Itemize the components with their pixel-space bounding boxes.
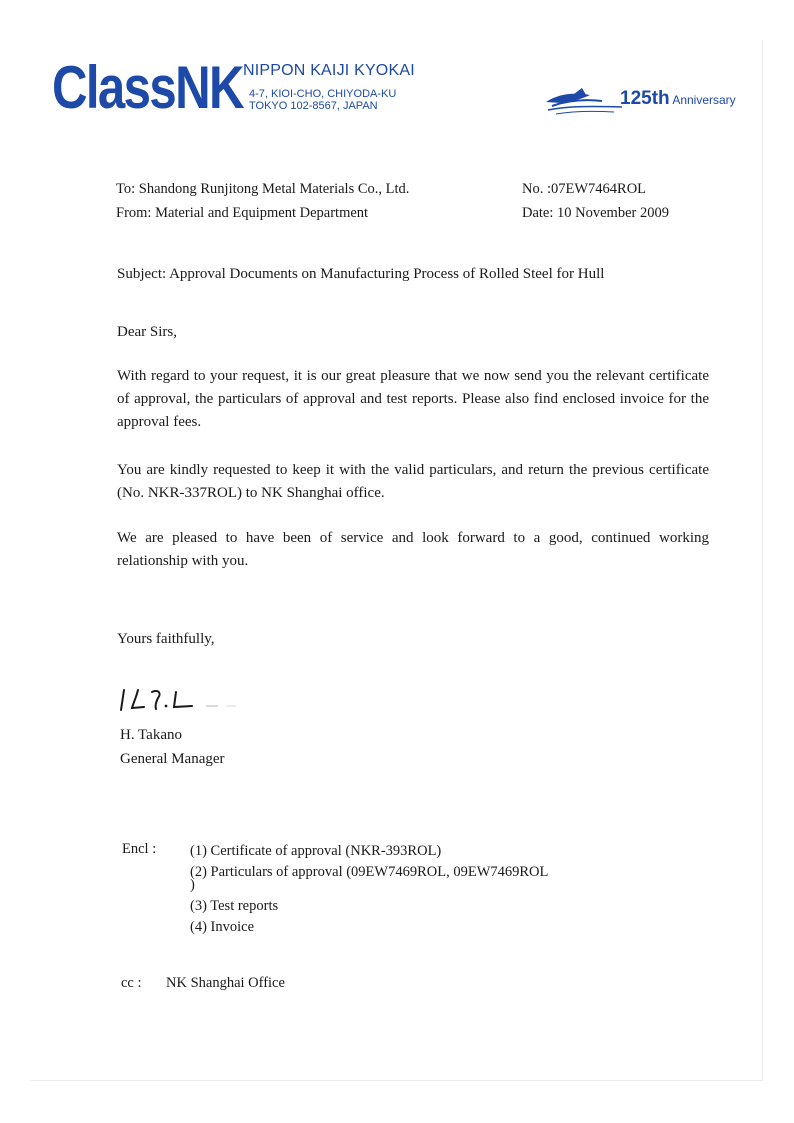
body-paragraph-2: You are kindly requested to keep it with the valid particulars, and return the previous certificate (No. NKR-337ROL) to NK Shanghai office. (117, 462, 709, 501)
enclosure-item: (3) Test reports (190, 898, 279, 914)
body-paragraph-3: We are pleased to have been of service and look forward to a good, continued working relationship with you. (117, 530, 709, 569)
salutation: Dear Sirs, (117, 324, 177, 340)
enclosure-list (190, 841, 548, 938)
enclosure-item: (1) Certificate of approval (NKR-393ROL) (190, 843, 442, 859)
signer-name: H. Takano (120, 727, 182, 743)
address-line-1: 4-7, KIOI-CHO, CHIYODA-KU (249, 88, 397, 100)
organization-name: NIPPON KAIJI KYOKAI (243, 62, 415, 79)
cc-recipient: NK Shanghai Office (166, 975, 285, 991)
classnk-logo: ClassNK (52, 54, 243, 121)
enclosure-item-continuation: ) (190, 877, 195, 893)
enclosure-label: Encl : (122, 841, 157, 857)
reference-number: No. :07EW7464ROL (522, 181, 647, 197)
from-line: From: Material and Equipment Department (116, 205, 369, 221)
enclosure-item: (2) Particulars of approval (09EW7469ROL, 09EW7469ROL (190, 864, 549, 880)
body-paragraph-1: With regard to your request, it is our great pleasure that we now send you the relevant certificate of approval, the particulars of approval and test reports. Please also find enclosed invoice for the approval fees. (117, 368, 709, 430)
organization-address (249, 88, 396, 112)
signer-block (120, 723, 225, 771)
to-line: To: Shandong Runjitong Metal Materials Co., Ltd. (116, 181, 410, 197)
handwritten-signature-icon (118, 684, 248, 714)
closing: Yours faithfully, (117, 631, 215, 647)
address-line-2: TOKYO 102-8567, JAPAN (249, 100, 378, 112)
anniversary-word: Anniversary (669, 93, 736, 107)
signer-title: General Manager (120, 751, 225, 767)
anniversary-ship-icon (544, 86, 624, 120)
enclosure-item: (4) Invoice (190, 919, 255, 935)
anniversary-number: 125th (620, 88, 670, 109)
anniversary-badge (620, 88, 736, 110)
cc-label: cc : (121, 975, 142, 991)
letter-date: Date: 10 November 2009 (522, 205, 669, 221)
subject-line: Subject: Approval Documents on Manufacturing Process of Rolled Steel for Hull (117, 266, 605, 282)
